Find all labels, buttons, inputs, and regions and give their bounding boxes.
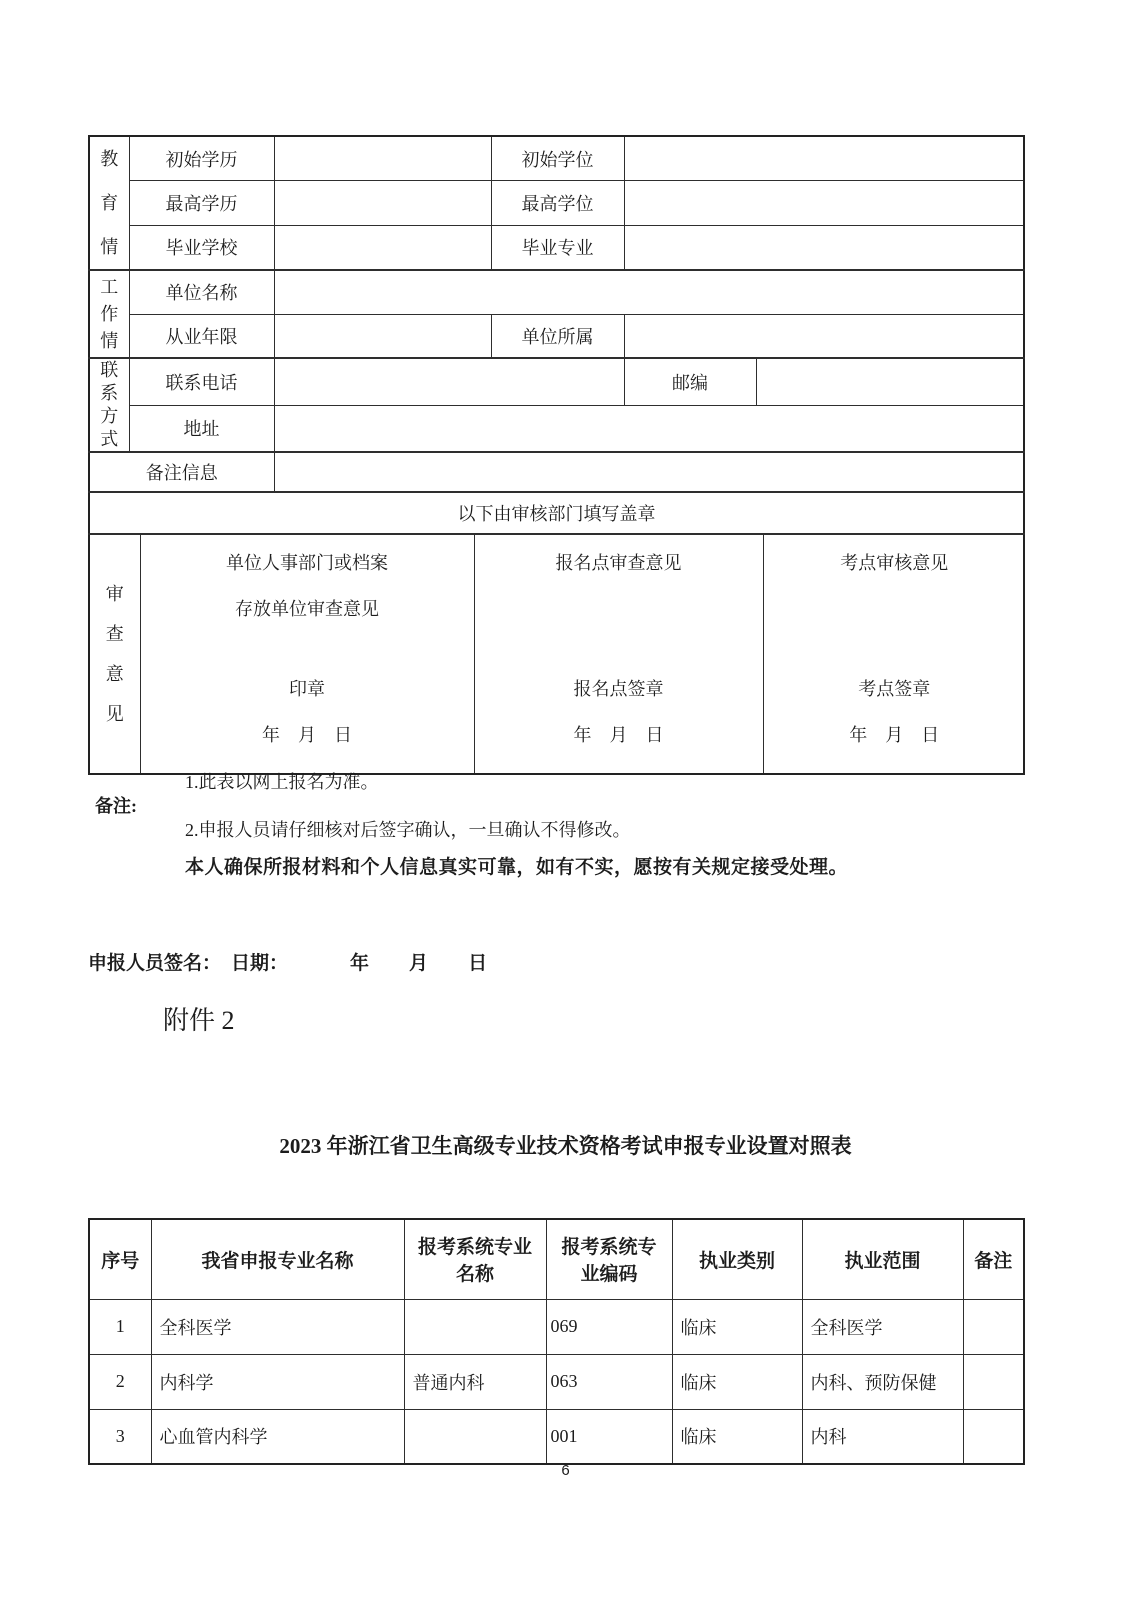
review-section-stub (90, 535, 140, 773)
field-label-highest-degree: 最高学位 (491, 181, 624, 226)
work-section-cell (89, 270, 129, 358)
cell-province-specialty: 内科学 (151, 1354, 404, 1409)
review-section-cell (89, 534, 1024, 774)
field-value-postal-code (756, 358, 1024, 405)
page-number: 6 (561, 1462, 570, 1479)
column-header-practice-category: 执业类别 (672, 1219, 802, 1299)
work-section-label: 工作情 (100, 276, 119, 351)
exam-point-review-title: 考点审核意见 (840, 553, 949, 573)
cell-system-specialty-code: 069 (546, 1299, 672, 1354)
signature-label: 申报人员签名： (88, 953, 222, 974)
unit-hr-date-placeholder: 年 月 日 (262, 725, 352, 745)
unit-hr-review-title-line2: 存放单位审查意见 (235, 599, 379, 619)
field-label-phone: 联系电话 (129, 358, 274, 405)
cell-system-specialty-name: 普通内科 (404, 1354, 546, 1409)
review-section-label: 审查意见 (105, 584, 124, 724)
cell-remarks (963, 1299, 1024, 1354)
exam-point-date-placeholder: 年 月 日 (849, 725, 940, 745)
column-header-system-specialty-name: 报考系统专业名称 (404, 1219, 546, 1299)
field-label-unit-name: 单位名称 (129, 270, 274, 314)
field-label-years-of-practice: 从业年限 (129, 314, 274, 358)
cell-serial: 1 (89, 1299, 151, 1354)
cell-province-specialty: 全科医学 (151, 1299, 404, 1354)
note-item-2: 2.申报人员请仔细核对后签字确认，一旦确认不得修改。 (185, 820, 631, 840)
field-value-address (274, 405, 1024, 452)
registration-point-review-title: 报名点审查意见 (555, 553, 682, 573)
field-label-graduation-school: 毕业学校 (129, 225, 274, 270)
field-label-postal-code: 邮编 (624, 358, 756, 405)
registration-point-date-placeholder: 年 月 日 (573, 725, 664, 745)
field-value-graduation-major (624, 225, 1024, 270)
field-value-graduation-school (274, 225, 491, 270)
education-section-label: 教育情 (100, 149, 119, 257)
unit-hr-review-cell (140, 535, 474, 773)
column-header-serial: 序号 (89, 1219, 151, 1299)
cell-system-specialty-name (404, 1299, 546, 1354)
field-value-highest-degree (624, 181, 1024, 226)
applicant-form-table (88, 135, 1025, 775)
signature-line (88, 948, 487, 975)
column-header-province-specialty: 我省申报专业名称 (151, 1219, 404, 1299)
comparison-table-title: 2023 年浙江省卫生高级专业技术资格考试申报专业设置对照表 (279, 1134, 852, 1158)
date-label: 日期： (231, 953, 289, 974)
field-label-initial-education: 初始学历 (129, 136, 274, 181)
notes-label: 备注: (95, 796, 137, 816)
field-value-years-of-practice (274, 314, 491, 358)
table-row (89, 1409, 1024, 1464)
month-label: 月 (409, 953, 429, 974)
cell-practice-scope: 内科 (802, 1409, 963, 1464)
cell-serial: 3 (89, 1409, 151, 1464)
field-value-unit-name (274, 270, 1024, 314)
review-opinions-table (90, 535, 1025, 773)
comparison-table-header-row (89, 1219, 1024, 1299)
year-label: 年 (350, 953, 370, 974)
notes-block (95, 768, 631, 842)
column-header-practice-scope: 执业范围 (802, 1219, 963, 1299)
registration-point-review-cell (474, 535, 763, 773)
field-label-address: 地址 (129, 405, 274, 452)
field-label-highest-education: 最高学历 (129, 181, 274, 226)
education-section-cell (89, 136, 129, 270)
cell-province-specialty: 心血管内科学 (151, 1409, 404, 1464)
table-row (89, 1299, 1024, 1354)
field-value-initial-education (274, 136, 491, 181)
cell-remarks (963, 1409, 1024, 1464)
cell-practice-scope: 全科医学 (802, 1299, 963, 1354)
field-label-remarks-info: 备注信息 (89, 452, 274, 492)
cell-practice-category: 临床 (672, 1299, 802, 1354)
cell-practice-category: 临床 (672, 1409, 802, 1464)
field-value-remarks-info (274, 452, 1024, 492)
contact-section-label: 联系方式 (100, 360, 119, 449)
field-label-initial-degree: 初始学位 (491, 136, 624, 181)
field-value-initial-degree (624, 136, 1024, 181)
specialty-comparison-table (88, 1218, 1025, 1465)
contact-section-cell (89, 358, 129, 452)
cell-practice-category: 临床 (672, 1354, 802, 1409)
review-department-header: 以下由审核部门填写盖章 (89, 492, 1024, 534)
unit-hr-review-title-line1: 单位人事部门或档案 (226, 553, 388, 573)
cell-system-specialty-name (404, 1409, 546, 1464)
field-value-highest-education (274, 181, 491, 226)
cell-serial: 2 (89, 1354, 151, 1409)
day-label: 日 (468, 953, 488, 974)
field-label-graduation-major: 毕业专业 (491, 225, 624, 270)
exam-point-review-cell (763, 535, 1025, 773)
cell-system-specialty-code: 001 (546, 1409, 672, 1464)
unit-hr-seal-label: 印章 (289, 679, 325, 699)
field-label-unit-affiliation: 单位所属 (491, 314, 624, 358)
note-item-1: 1.此表以网上报名为准。 (185, 772, 379, 792)
field-value-unit-affiliation (624, 314, 1024, 358)
cell-system-specialty-code: 063 (546, 1354, 672, 1409)
column-header-system-specialty-code: 报考系统专业编码 (546, 1219, 672, 1299)
field-value-phone (274, 358, 624, 405)
declaration-text: 本人确保所报材料和个人信息真实可靠，如有不实，愿按有关规定接受处理。 (185, 857, 849, 878)
cell-remarks (963, 1354, 1024, 1409)
cell-practice-scope: 内科、预防保健 (802, 1354, 963, 1409)
registration-point-seal-label: 报名点签章 (573, 679, 664, 699)
attachment-2-label: 附件 2 (163, 1006, 235, 1035)
column-header-remarks: 备注 (963, 1219, 1024, 1299)
table-row (89, 1354, 1024, 1409)
exam-point-seal-label: 考点签章 (858, 679, 931, 699)
